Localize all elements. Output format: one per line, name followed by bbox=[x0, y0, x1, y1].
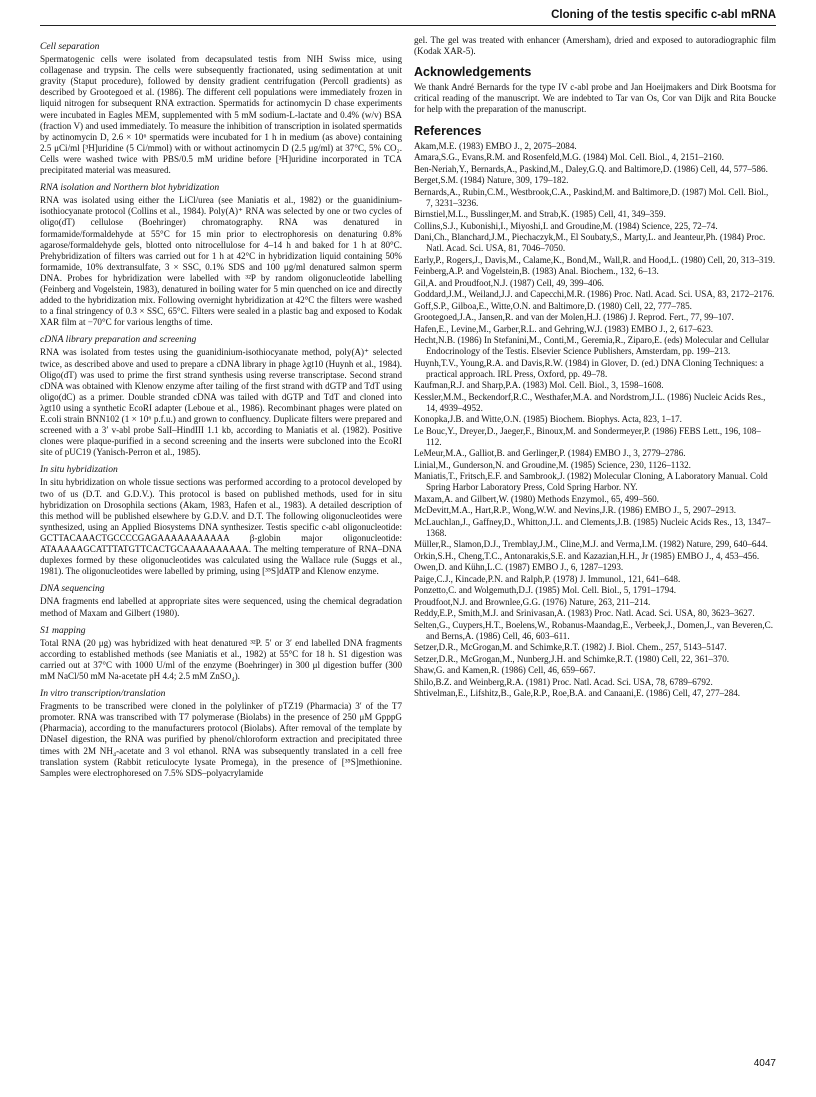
reference-item: Kessler,M.M., Beckendorf,R.C., Westhafer,M.A. and Nordstrom,J.L. (1986) Nucleic Acids Res., 14, 4939–4952. bbox=[414, 391, 766, 413]
references-heading: References bbox=[414, 123, 482, 138]
reference-item: Selten,G., Cuypers,H.T., Boelens,W., Robanus-Maandag,E., Verbeek,J., Domen,J., van Beveren,C. and Berns,A. (1986) Cell, 46, 603–611. bbox=[414, 619, 773, 641]
section-in-situ bbox=[40, 464, 402, 577]
reference-item: Shilo,B.Z. and Weinberg,R.A. (1981) Proc. Natl. Acad. Sci. USA, 78, 6789–6792. bbox=[414, 676, 713, 687]
reference-item: Owen,D. and Kühn,L.C. (1987) EMBO J., 6, 1287–1293. bbox=[414, 562, 624, 573]
section-heading: S1 mapping bbox=[40, 624, 86, 636]
reference-item: Maniatis,T., Fritsch,E.F. and Sambrook,J. (1982) Molecular Cloning, A Laboratory Manual. Cold Spring Harbor Laboratory Press, Cold Spring Harbor. NY. bbox=[414, 471, 768, 493]
reference-item: Müller,R., Slamon,D.J., Tremblay,J.M., Cline,M.J. and Verma,I.M. (1982) Nature, 299, 640–644. bbox=[414, 539, 768, 550]
reference-item: Proudfoot,N.J. and Brownlee,G.G. (1976) Nature, 263, 211–214. bbox=[414, 596, 651, 607]
reference-item: Setzer,D.R., McGrogan,M., Nunberg,J.H. and Schimke,R.T. (1980) Cell, 22, 361–370. bbox=[414, 653, 730, 664]
acknowledgements-heading: Acknowledgements bbox=[414, 65, 532, 80]
left-column bbox=[40, 35, 402, 779]
page-number: 4047 bbox=[753, 1058, 776, 1069]
section-text: RNA was isolated from testes using the guanidinium-isothiocyanate method, poly(A)⁺ selected twice, as described above and used to prepare a cDNA library in phage λgt10 (Huynh et al., 1984). Oligo(dT) was used to prime the first strand synthesis using reverse transcriptase. Second strand cDNA was obtained with Klenow enzyme after tailing of the first strand with dGTP and TdT using oligo(dC) as a primer. Double stranded cDNA was tailed with dGTP and TdT and cloned into λgt10 using a synthetic EcoRI adapter (Leboue et al., 1986). Recombinant phages were plated on E.coli strain BNN102 (1 × 10⁶ p.f.u.) and grown to confluency. Duplicate filters were prepared and screened with a 3′ v-abl probe SalI–HindIII 1.1 kb, according to Maniatis et al. (1982). Positive clones were plaque-purified in a second screening and the inserts were subcloned into the EcoRI site of pUC19 (Yanisch-Perron et al., 1985). bbox=[40, 347, 402, 458]
reference-item: Gil,A. and Proudfoot,N.J. (1987) Cell, 49, 399–406. bbox=[414, 277, 604, 288]
reference-item: Berget,S.M. (1984) Nature, 309, 179–182. bbox=[414, 175, 569, 186]
section-text: In situ hybridization on whole tissue sections was performed according to a protocol developed by two of us (D.T. and G.D.V.). This protocol is based on published methods, used for in situ hybridization on Drosophila sections (Akam, 1983, Hafen et al., 1983). A detailed description of this method will be published elsewhere by G.D.V. and D.T. The following oligonucleotides were synthesized, using an Applied Biosystems DNA synthesizer. Testis specific c-abl oligonucleotide: GCTTACAAACTGCCCCGAGAAAAAAAAAAA β-globin major oligonucleotide: ATAAAAAGCATTTATGTTCACTGCAAAAAAAAAA. The melting temperature of RNA–DNA duplexes formed by these oligonucleotides was calculated using the Wallace rule (Suggs et al., 1981). The oligonucleotides were labelled by priming, using [³⁵S]dATP and Klenow enzyme. bbox=[40, 477, 402, 577]
reference-item: Linial,M., Gunderson,N. and Groudine,M. (1985) Science, 230, 1126–1132. bbox=[414, 459, 691, 470]
section-text: DNA fragments end labelled at appropriate sites were sequenced, using the chemical degradation method of Maxam and Gilbert (1980). bbox=[40, 596, 402, 618]
reference-list bbox=[414, 141, 776, 700]
section-text: RNA was isolated using either the LiCl/urea (see Maniatis et al., 1982) or the guanidinium-isothiocyanate protocol (Collins et al., 1984). Poly(A)⁺ RNA was selected by one or two cycles of oligo(dT) cellulose (Boehringer) chromatography. RNA was denatured in formamide/formaldehyde at 55°C for 15 min prior to electrophoresis on denaturing 0.8% agarose/formaldehyde gels, blotted onto nitrocellulose for 4–14 h and baked for 1 h at 80°C. Prehybridization of filters was carried out for 1 h at 42°C in hybridization liquid containing 50% formamide, 10% dextransulfate, 3 × SSC, 0.1% SDS and 100 μg/ml denatured salmon sperm DNA. Probes for hybridization were labelled with ³²P by random oligonucleotide labelling (Feinberg and Vogelstein, 1983), denatured in boiling water for 5 min quenched on ice and directly added to the hybridization mix. Following overnight hybridization at 42°C the filters were washed to a final stringency of 0.3 × SSC, 65°C. Filters were sealed in a plastic bag and exposed to Kodak XAR film at −70°C for various lengths of time. bbox=[40, 195, 402, 328]
reference-item: McLauchlan,J., Gaffney,D., Whitton,J.L. and Clements,J.B. (1985) Nucleic Acids Res., 13, 1347–1368. bbox=[414, 516, 771, 538]
section-text: Fragments to be transcribed were cloned in the polylinker of pTZ19 (Pharmacia) 3′ of the T7 promoter. RNA was transcribed with T7 polymerase (Biolabs) in the presence of 250 μM GpppG (Pharmacia), according to the manufacturers protocol (Biolabs). After removal of the template by DNaseI digestion, the RNA was purified by phenol/chloroform extraction and precipitated three times with 2M NH₄-acetate and 3 vol ethanol. RNA was subsequently translated in a cell free translation system (Rabbit reticulocyte lysate Promega), in the presence of [³⁵S]methionine. Samples were electrophoresed on 7.5% SDS–polyacrylamide bbox=[40, 701, 402, 778]
reference-item: Hafen,E., Levine,M., Garber,R.L. and Gehring,W.J. (1983) EMBO J., 2, 617–623. bbox=[414, 323, 714, 334]
reference-item: Dani,Ch., Blanchard,J.M., Piechaczyk,M., El Soubaty,S., Marty,L. and Jeanteur,Ph. (1984) Proc. Natl. Acad. Sci. USA, 81, 7046–7050. bbox=[414, 232, 766, 254]
reference-item: Birnstiel,M.L., Busslinger,M. and Strab,K. (1985) Cell, 41, 349–359. bbox=[414, 209, 666, 220]
section-text: Total RNA (20 μg) was hybridized with heat denatured ³²P. 5′ or 3′ end labelled DNA fragments according to established methods (see Maniatis et al., 1982) at 55°C for 18 h. S1 digestion was carried out at 37°C with 1000 U/ml of the enzyme (Boehringer) in 300 μl digestion buffer (300 mM NaCl/50 mM Na-acetate pH 4.4; 2.5 mM ZnSO₄). bbox=[40, 637, 402, 681]
reference-item: Early,P., Rogers,J., Davis,M., Calame,K., Bond,M., Wall,R. and Hood,L. (1980) Cell, 20, 313–319. bbox=[414, 254, 775, 265]
section-in-vitro bbox=[40, 688, 402, 779]
section-dna-sequencing bbox=[40, 583, 402, 618]
reference-item: Setzer,D.R., McGrogan,M. and Schimke,R.T. (1982) J. Biol. Chem., 257, 5143–5147. bbox=[414, 642, 727, 653]
reference-item: Kaufman,R.J. and Sharp,P.A. (1983) Mol. Cell. Biol., 3, 1598–1608. bbox=[414, 380, 664, 391]
reference-item: Paige,C.J., Kincade,P.N. and Ralph,P. (1978) J. Immunol., 121, 641–648. bbox=[414, 573, 681, 584]
reference-item: Akam,M.E. (1983) EMBO J., 2, 2075–2084. bbox=[414, 140, 577, 151]
reference-item: Konopka,J.B. and Witte,O.N. (1985) Biochem. Biophys. Acta, 823, 1–17. bbox=[414, 414, 682, 425]
reference-item: Collins,S.J., Kubonishi,I., Miyoshi,I. and Groudine,M. (1984) Science, 225, 72–74. bbox=[414, 220, 718, 231]
reference-item: Feinberg,A.P. and Vogelstein,B. (1983) Anal. Biochem., 132, 6–13. bbox=[414, 266, 659, 277]
reference-item: Ponzetto,C. and Wolgemuth,D.J. (1985) Mol. Cell. Biol., 5, 1791–1794. bbox=[414, 585, 677, 596]
reference-item: Goddard,J.M., Weiland,J.J. and Capecchi,M.R. (1986) Proc. Natl. Acad. Sci. USA, 83, 2172–2176. bbox=[414, 289, 775, 300]
section-cell-separation bbox=[40, 41, 402, 176]
reference-item: Grootegoed,J.A., Jansen,R. and van der Molen,H.J. (1986) J. Reprod. Fert., 77, 99–107. bbox=[414, 312, 734, 323]
reference-item: Orkin,S.H., Cheng,T.C., Antonarakis,S.E. and Kazazian,H.H., Jr (1985) EMBO J., 4, 453–456. bbox=[414, 550, 760, 561]
section-heading: RNA isolation and Northern blot hybridization bbox=[40, 182, 220, 194]
reference-item: Bernards,A., Rubin,C.M., Westbrook,C.A., Paskind,M. and Baltimore,D. (1987) Mol. Cell. Biol., 7, 3231–3236. bbox=[414, 186, 769, 208]
reference-item: Amara,S.G., Evans,R.M. and Rosenfeld,M.G. (1984) Mol. Cell. Biol., 4, 2151–2160. bbox=[414, 152, 724, 163]
reference-item: Reddy,E.P., Smith,M.J. and Srinivasan,A. (1983) Proc. Natl. Acad. Sci. USA, 80, 3623–3627. bbox=[414, 608, 755, 619]
section-heading: cDNA library preparation and screening bbox=[40, 334, 197, 346]
header-rule bbox=[40, 25, 776, 26]
section-s1-mapping bbox=[40, 625, 402, 682]
acknowledgements-text: We thank André Bernards for the type IV c-abl probe and Jan Hoeijmakers and Dirk Bootsma for critical reading of the manuscript. We are indebted to Tar van Os, Cor van Dijk and Rita Boucke for help with the preparation of the manuscript. bbox=[414, 82, 776, 115]
reference-item: Huynh,T.V., Young,R.A. and Davis,R.W. (1984) in Glover, D. (ed.) DNA Cloning Techniques: a practical approach. IRL Press, Oxford, pp. 49–78. bbox=[414, 357, 764, 379]
continued-text: gel. The gel was treated with enhancer (Amersham), dried and exposed to autoradiographic film (Kodak XAR-5). bbox=[414, 35, 776, 57]
reference-item: LeMeur,M.A., Galliot,B. and Gerlinger,P. (1984) EMBO J., 3, 2779–2786. bbox=[414, 448, 686, 459]
reference-item: Le Bouc,Y., Dreyer,D., Jaeger,F., Binoux,M. and Sondermeyer,P. (1986) FEBS Lett., 196, 108–112. bbox=[414, 425, 761, 447]
right-column bbox=[414, 35, 776, 700]
reference-item: Shaw,G. and Kamen,R. (1986) Cell, 46, 659–667. bbox=[414, 665, 596, 676]
section-rna-isolation bbox=[40, 182, 402, 328]
reference-item: Goff,S.P., Gilboa,E., Witte,O.N. and Baltimore,D. (1980) Cell, 22, 777–785. bbox=[414, 300, 692, 311]
section-heading: In situ hybridization bbox=[40, 464, 118, 476]
running-title: Cloning of the testis specific c-abl mRNA bbox=[551, 9, 776, 21]
section-heading: Cell separation bbox=[40, 41, 100, 52]
section-heading: In vitro transcription/translation bbox=[40, 688, 166, 700]
section-heading: DNA sequencing bbox=[40, 583, 105, 595]
section-cdna-library bbox=[40, 334, 402, 458]
reference-item: Ben-Neriah,Y., Bernards,A., Paskind,M., Daley,G.Q. and Baltimore,D. (1986) Cell, 44, 577–586. bbox=[414, 163, 768, 174]
reference-item: Hecht,N.B. (1986) In Stefanini,M., Conti,M., Geremia,R., Ziparo,E. (eds) Molecular and Cellular Endocrinology of the Testis. Elsevier Science Publishers, Amsterdam, pp. 199–213. bbox=[414, 335, 770, 357]
reference-item: Shtivelman,E., Lifshitz,B., Gale,R.P., Roe,B.A. and Canaani,E. (1986) Cell, 47, 277–284. bbox=[414, 688, 741, 699]
reference-item: Maxam,A. and Gilbert,W. (1980) Methods Enzymol., 65, 499–560. bbox=[414, 493, 659, 504]
reference-item: McDevitt,M.A., Hart,R.P., Wong,W.W. and Nevins,J.R. (1986) EMBO J., 5, 2907–2913. bbox=[414, 505, 737, 516]
section-text: Spermatogenic cells were isolated from decapsulated testis from NIH Swiss mice, using collagenase and trypsin. The cells were subsequently fractionated, using sedimentation at unit gravity (Staput procedure), followed by density gradient centrifugation (Percoll gradients) as described by Grootegoed et al. (1986). The different cell populations were immediately frozen in liquid nitrogen for subsequent RNA extraction. Spermatids for actinomycin D chase experiments were incubated in Eagles MEM, supplemented with 5 mM sodium-L-lactate and 0.4% (w/v) BSA (fraction V) and used immediately. To measure the inhibition of transcription in isolated spermatids by actinomycin D, 2.6 × 10⁶ spermatids were incubated for 1 h in medium (as above) containing 2.5 μCi/ml [³H]uridine (5 Ci/mmol) with or without actinomycin D (2.5 μg/ml) at 37°C, 5% CO₂. Cells were washed twice with PBS/0.5 mM uridine before [³H]uridine incorporated in TCA precipitated material was measured. bbox=[40, 54, 402, 176]
